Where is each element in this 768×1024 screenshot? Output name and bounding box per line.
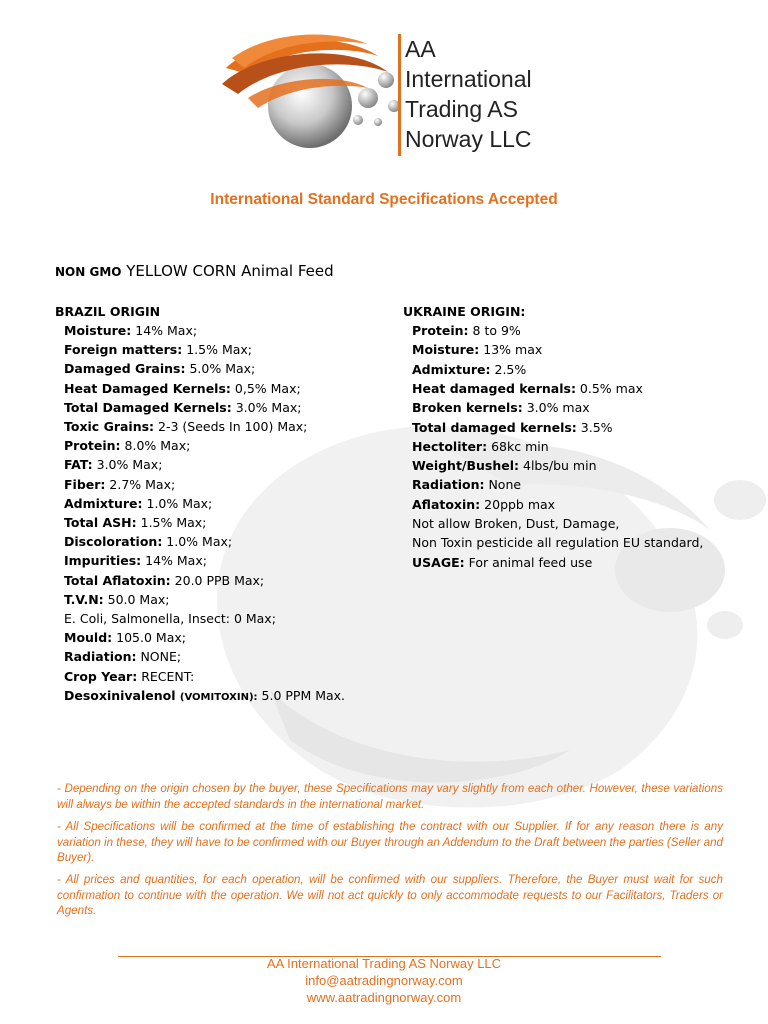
spec-row [412, 458, 597, 474]
spec-row [64, 611, 276, 627]
spec-value: 13% max [479, 342, 543, 358]
spec-label: Moisture: [64, 323, 132, 338]
spec-row [64, 496, 212, 512]
spec-value: 5.0 PPM Max. [257, 687, 346, 703]
spec-label: Heat damaged kernals: [412, 380, 576, 396]
spec-value: 3.0% Max; [92, 457, 163, 473]
spec-row [64, 477, 175, 493]
spec-label: Protein: [412, 323, 469, 338]
spec-value: 105.0 Max; [112, 630, 186, 646]
spec-value: 2.5% [490, 361, 527, 377]
spec-label: Admixture: [64, 495, 143, 511]
spec-row [412, 381, 643, 397]
spec-row [64, 592, 170, 608]
spec-value: 68kc min [487, 438, 549, 454]
footer-email[interactable]: info@aatradingnorway.com [305, 973, 463, 988]
tagline: International Standard Specifications Accepted [210, 191, 558, 208]
spec-value: 2.7% Max; [105, 476, 176, 492]
spec-label: Hectoliter: [412, 438, 488, 454]
spec-value: 1.5% Max; [136, 515, 207, 530]
note-paragraph: - All Specifications will be confirmed at the time of establishing the contract with our Supplier. If for any reason there is any variation in these, they will have to be confirmed with our Buyer through an Addendum to the Draft between the parties (Seller and Buyer). [57, 820, 723, 864]
spec-value: 5.0% Max; [185, 361, 256, 377]
spec-value: 8 to 9% [468, 323, 521, 338]
spec-label: Total ASH: [64, 515, 137, 530]
spec-row [412, 497, 555, 513]
spec-value: Non Toxin pesticide all regulation EU standard, [412, 535, 704, 551]
spec-label: Discoloration: [64, 534, 163, 550]
spec-value: 8.0% Max; [120, 438, 191, 454]
spec-value: 20.0 PPB Max; [170, 572, 265, 588]
spec-label: Foreign matters: [64, 342, 183, 358]
footer-company: AA International Trading AS Norway LLC [266, 956, 502, 971]
logo-company-line: International [405, 66, 532, 92]
spec-row [64, 323, 197, 339]
logo-company-line: Trading AS [405, 96, 518, 122]
spec-value: 1.0% Max; [142, 495, 213, 511]
spec-row [412, 420, 613, 436]
spec-value: 1.0% Max; [162, 534, 233, 550]
spec-label: Radiation: [64, 649, 137, 665]
spec-row [64, 649, 181, 665]
footer-website[interactable]: www.aatradingnorway.com [306, 990, 462, 1005]
spec-label: FAT: [64, 457, 93, 473]
spec-row [412, 477, 521, 493]
logo-divider [398, 34, 401, 156]
spec-value: 0.5% max [575, 380, 643, 396]
spec-row [412, 535, 703, 551]
logo-company-line: Norway LLC [405, 126, 532, 152]
spec-value: 4lbs/bu min [519, 458, 597, 474]
spec-value: None [484, 477, 522, 493]
spec-value: 3.0% max [522, 400, 590, 416]
spec-value: 1.5% Max; [182, 342, 253, 358]
spec-row [412, 323, 521, 339]
spec-label: USAGE: [412, 554, 465, 570]
spec-label: Fiber: [64, 476, 106, 492]
spec-row [412, 342, 542, 358]
spec-row [64, 534, 232, 550]
spec-row [64, 553, 207, 569]
spec-label: T.V.N: [64, 591, 104, 607]
spec-row [412, 516, 619, 532]
spec-label: Toxic Grains: [64, 419, 155, 434]
spec-row [64, 419, 307, 435]
spec-row [64, 688, 345, 706]
brazil-header: BRAZIL ORIGIN [55, 304, 161, 319]
product-title [55, 262, 334, 280]
spec-label: Impurities: [64, 553, 142, 569]
spec-label: Total Aflatoxin: [64, 572, 171, 588]
spec-row [412, 439, 549, 455]
spec-label: Crop Year: [64, 668, 138, 684]
spec-label: Weight/Bushel: [412, 458, 520, 474]
product-prefix: NON GMO [55, 265, 122, 279]
spec-row [64, 438, 190, 454]
spec-row [64, 381, 301, 397]
spec-value: 3.5% [576, 419, 613, 435]
spec-value: 50.0 Max; [103, 591, 170, 607]
spec-label: Aflatoxin: [412, 496, 481, 512]
spec-value: E. Coli, Salmonella, Insect: 0 Max; [64, 611, 276, 626]
spec-label: Protein: [64, 438, 121, 454]
spec-value: 14% Max; [141, 553, 207, 569]
product-name: YELLOW CORN Animal Feed [126, 262, 334, 280]
spec-label: Total Damaged Kernels: [64, 399, 232, 415]
spec-value: For animal feed use [464, 554, 593, 570]
spec-row [64, 342, 252, 358]
spec-row [64, 573, 264, 589]
note-paragraph: - Depending on the origin chosen by the buyer, these Specifications may vary slightly from each other. However, these variations will always be within the accepted standards in the international market. [57, 782, 723, 811]
spec-label: Heat Damaged Kernels: [64, 380, 231, 396]
spec-row [412, 362, 526, 378]
spec-label: Damaged Grains: [64, 361, 186, 377]
spec-row [64, 630, 186, 646]
spec-row [64, 457, 162, 473]
spec-row [412, 400, 590, 416]
spec-row [64, 361, 255, 377]
company-logo-icon [218, 28, 410, 160]
spec-value: 2-3 (Seeds In 100) Max; [154, 419, 308, 434]
spec-label-note: (VOMITOXIN): [179, 691, 258, 703]
spec-label: Broken kernels: [412, 400, 523, 416]
ukraine-header: UKRAINE ORIGIN: [403, 304, 526, 319]
spec-row [64, 669, 194, 685]
spec-value: RECENT: [137, 668, 195, 684]
spec-value: Not allow Broken, Dust, Damage, [412, 516, 620, 531]
spec-label: Admixture: [412, 361, 491, 377]
note-paragraph: - All prices and quantities, for each operation, will be confirmed with our suppliers. Therefore, the Buyer must wait for such confirmation to continue with the operation. We will not act quickly to only accommodate requests to our Facilitators, Traders or Agents. [57, 873, 723, 917]
spec-row [64, 515, 206, 531]
spec-label: Radiation: [412, 477, 485, 493]
spec-row [64, 400, 301, 416]
spec-label: Moisture: [412, 342, 480, 358]
spec-value: 20ppb max [480, 496, 556, 512]
spec-label: Desoxinivalenol [64, 687, 180, 703]
spec-value: 0,5% Max; [230, 380, 301, 396]
spec-value: 3.0% Max; [231, 399, 302, 415]
spec-value: NONE; [136, 649, 182, 665]
spec-label: Mould: [64, 630, 113, 646]
spec-value: 14% Max; [131, 323, 198, 338]
spec-row [412, 555, 592, 571]
spec-label: Total damaged kernels: [412, 419, 577, 435]
logo-company-line: AA [405, 36, 436, 62]
